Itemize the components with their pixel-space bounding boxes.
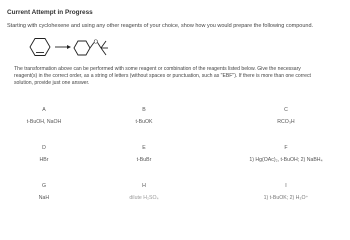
reagent-letter-b: B — [142, 107, 146, 113]
reagent-letter-i: I — [285, 183, 287, 189]
reagent-letter-f: F — [284, 145, 288, 151]
reagent-g: NaH — [38, 195, 50, 201]
reagent-letter-c: C — [284, 107, 288, 113]
reagent-b: t-BuOK — [135, 119, 153, 125]
product-structure — [74, 41, 108, 55]
reagent-c: RCO₃H — [277, 119, 295, 125]
reagent-letter-e: E — [142, 145, 146, 151]
oxygen-atom-label: O — [93, 39, 98, 46]
cyclohexene-structure — [30, 39, 50, 56]
instructions-line: reagent(s) in the correct order, as a string of letters (without spaces or punctuation, such as "EBF"). If there is more than one correct — [14, 73, 311, 80]
reagent-h: dilute H₂SO₄ — [129, 195, 159, 201]
reagent-a: t-BuOH, NaOH — [26, 119, 62, 125]
instructions-text — [14, 66, 344, 87]
instructions-line: solution, provide just one answer. — [14, 80, 90, 87]
reagent-e: t-BuBr — [136, 157, 152, 163]
reagent-i: 1) t-BuOK; 2) H₃O⁺ — [263, 195, 309, 201]
reaction-arrow — [55, 45, 71, 49]
reagent-d: HBr — [39, 157, 49, 163]
page-heading: Current Attempt in Progress — [7, 9, 93, 16]
reagent-letter-d: D — [42, 145, 46, 151]
instructions-line: The transformation above can be performed with some reagent or combination of the reagents listed below. Give the necessary — [14, 66, 301, 72]
reagent-letter-a: A — [42, 107, 46, 113]
reagent-letter-g: G — [41, 183, 47, 189]
reagent-letter-h: H — [142, 183, 146, 189]
reaction-scheme — [24, 34, 116, 60]
reagent-f: 1) Hg(OAc)₂, t-BuOH; 2) NaBH₄ — [249, 157, 323, 163]
question-prompt: Starting with cyclohexene and using any other reagents of your choice, show how you would prepare the following compound. — [7, 23, 314, 29]
